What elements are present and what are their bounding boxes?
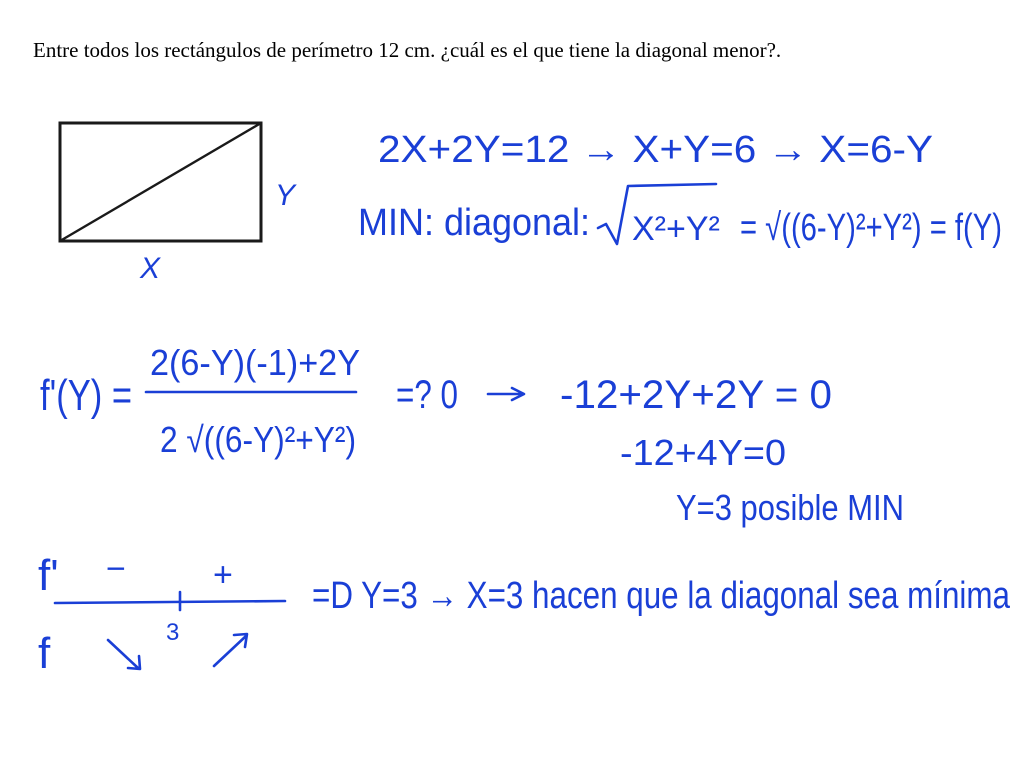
- sign-plus: +: [213, 556, 233, 594]
- increasing-arrow: [214, 634, 247, 666]
- radicand-x2-y2: X²+Y²: [632, 210, 720, 248]
- sign-minus: −: [106, 550, 126, 588]
- problem-statement: Entre todos los rectángulos de perímetro 12 cm. ¿cuál es el que tiene la diagonal menor?.: [33, 38, 782, 62]
- side-x-label: X: [140, 252, 161, 285]
- perimeter-equation: 2X+2Y=12 → X+Y=6 → X=6-Y: [378, 129, 933, 171]
- diagonal-function-expression: = √((6-Y)²+Y²) = f(Y): [740, 207, 1002, 249]
- sign-chart-axis: [55, 601, 285, 603]
- minimize-label: MIN: diagonal:: [358, 202, 590, 244]
- decreasing-arrow: [108, 640, 140, 669]
- equation-step-2: -12+4Y=0: [620, 432, 786, 473]
- side-y-label: Y: [275, 179, 296, 212]
- equation-step-1: -12+2Y+2Y = 0: [560, 373, 832, 417]
- derivative-lhs: f'(Y) =: [40, 371, 132, 420]
- rectangle-diagonal: [60, 123, 261, 241]
- conclusion: =D Y=3 → X=3 hacen que la diagonal sea mínima: [312, 575, 1011, 617]
- derivative-denominator: 2 √((6-Y)²+Y²): [160, 419, 356, 460]
- arrow-to-step1: [488, 388, 524, 400]
- diagonal-root-expression: [598, 184, 720, 248]
- rectangle-figure: [60, 123, 261, 241]
- critical-point-3: 3: [166, 619, 180, 646]
- equation-step-3: Y=3 posible MIN: [676, 487, 904, 528]
- sign-chart: [38, 550, 285, 678]
- set-equal-zero: =? 0: [396, 373, 458, 417]
- derivative-numerator: 2(6-Y)(-1)+2Y: [150, 342, 360, 383]
- sign-chart-fprime-label: f': [38, 551, 59, 600]
- sign-chart-f-label: f: [38, 629, 51, 678]
